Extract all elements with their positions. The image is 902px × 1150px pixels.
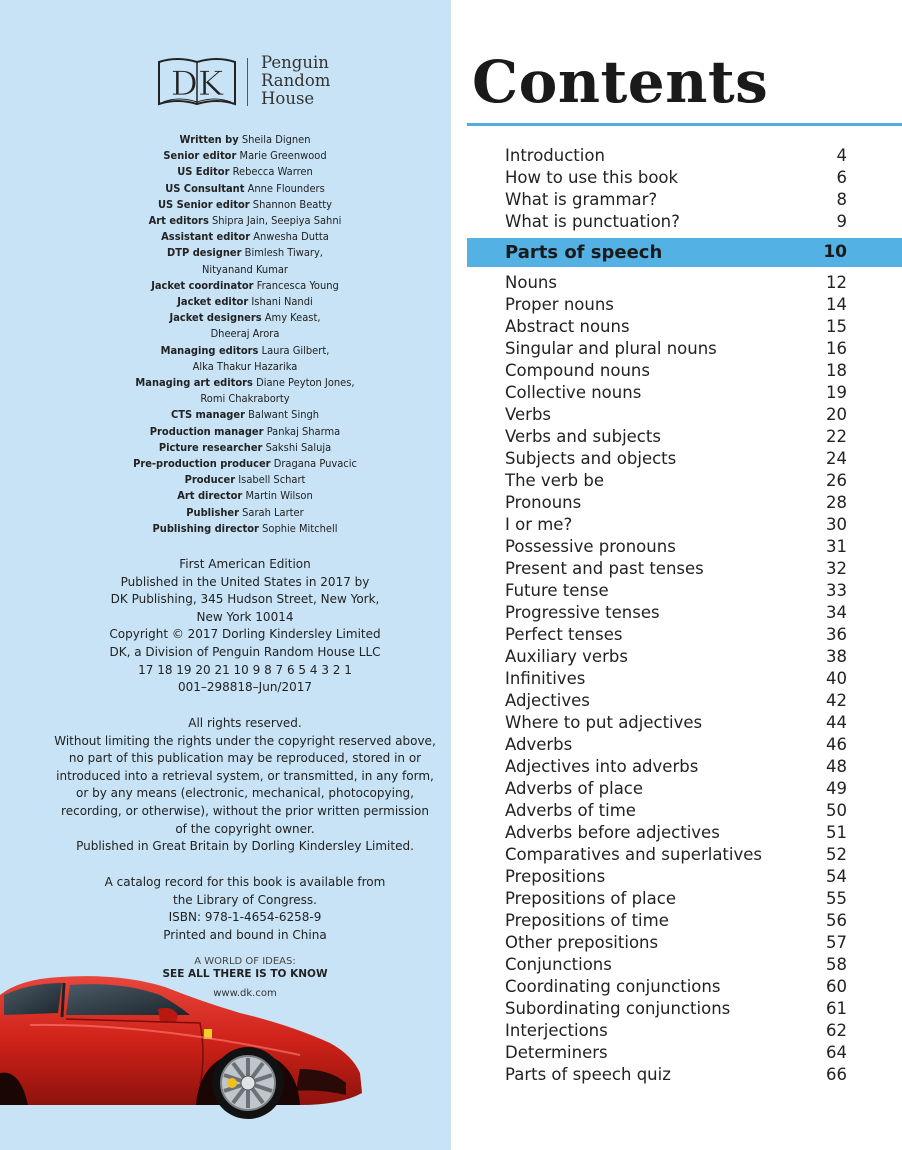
section-header-parts-of-speech[interactable] [467,238,902,267]
toc-entry[interactable] [505,778,847,800]
edition-line: DK, a Division of Penguin Random House LLC [109,644,381,659]
credit-row [40,197,450,213]
toc-entry-title: Progressive tenses [505,603,660,622]
wordmark-line: Penguin [261,53,329,72]
toc-entry-page: 33 [826,581,847,600]
toc-entry-title: Interjections [505,1021,608,1040]
toc-entry-title: Auxiliary verbs [505,647,628,666]
credit-row [40,440,450,456]
toc-entry[interactable] [505,189,847,211]
catalog-line: ISBN: 978-1-4654-6258-9 [168,910,322,925]
toc-entry[interactable] [505,668,847,690]
credit-row [40,229,450,245]
toc-entry-title: Subjects and objects [505,449,677,468]
section-page-number: 10 [823,242,847,262]
toc-entry-title: Adverbs of time [505,801,636,820]
toc-entry-title: Adverbs of place [505,779,644,798]
toc-entry-title: Coordinating conjunctions [505,977,721,996]
toc-entry-title: I or me? [505,515,573,534]
contents-title: Contents [472,48,769,116]
edition-line: Copyright © 2017 Dorling Kindersley Limited [109,627,381,642]
toc-entry[interactable] [505,822,847,844]
credit-name: Rebecca Warren [232,165,313,179]
penguin-random-house-wordmark [261,54,330,108]
credit-role: CTS manager [170,408,245,422]
toc-entry[interactable] [505,734,847,756]
rights-line: introduced into a retrieval system, or transmitted, in any form, [56,768,434,783]
toc-entry[interactable] [505,426,847,448]
credit-row [40,278,450,294]
toc-entry-page: 26 [826,471,847,490]
credit-row [40,343,450,359]
toc-entry[interactable] [505,404,847,426]
toc-entry[interactable] [505,338,847,360]
toc-entry-title: Pronouns [505,493,582,512]
credit-name: Sarah Larter [242,505,304,519]
toc-entry-page: 49 [826,779,847,798]
credit-name: Sakshi Saluja [265,440,332,454]
credit-role: US Consultant [165,181,245,195]
credit-role: Written by [179,133,239,146]
toc-entry-page: 14 [826,295,847,314]
credit-name: Balwant Singh [248,408,320,422]
toc-entry-page: 58 [826,955,847,974]
toc-entry-page: 19 [826,383,847,402]
toc-entry[interactable] [505,272,847,294]
section-title: Parts of speech [505,242,663,263]
edition-line: First American Edition [179,557,311,571]
credit-role: Art director [177,489,243,503]
toc-entry-title: Prepositions [505,867,606,886]
toc-entry-title: Present and past tenses [505,559,704,578]
toc-entry-title: Other prepositions [505,933,659,952]
credit-row [40,148,450,164]
toc-entry-title: Parts of speech quiz [505,1065,671,1084]
credit-row [40,294,450,310]
credit-role: US Editor [177,165,230,179]
credit-name-continued: Alka Thakur Hazarika [192,359,298,373]
toc-entry-page: 32 [826,559,847,578]
intro-list [505,145,847,233]
toc-entry-page: 15 [826,317,847,336]
toc-entry-title: Verbs [505,405,552,424]
publisher-url: www.dk.com [213,988,277,999]
toc-entry-page: 30 [826,515,847,534]
toc-entry-page: 46 [826,735,847,754]
catalog-info [40,874,450,944]
toc-entry-title: How to use this book [505,168,679,187]
toc-entry-title: What is grammar? [505,190,658,209]
toc-entry[interactable] [505,360,847,382]
toc-entry-title: Future tense [505,581,609,600]
credit-row [40,375,450,391]
credits-list [40,132,450,537]
credit-row [40,310,450,326]
toc-entry-page: 16 [826,339,847,358]
edition-info [40,556,450,697]
toc-entry[interactable] [505,1064,847,1086]
credit-name: Diane Peyton Jones, [256,376,355,390]
wordmark-line: Random [261,71,331,90]
toc-entry-page: 61 [826,999,847,1018]
catalog-line: A catalog record for this book is available from [104,875,386,889]
logo-divider [247,58,248,106]
toc-entry-page: 42 [826,691,847,710]
toc-entry-title: Possessive pronouns [505,537,676,556]
credit-name: Francesca Young [256,278,339,292]
toc-entry-title: Comparatives and superlatives [505,845,762,864]
credit-role: US Senior editor [158,197,250,211]
edition-line: 001–298818–Jun/2017 [177,680,313,695]
credit-row [40,472,450,488]
catalog-line: Printed and bound in China [163,927,327,942]
toc-entry-title: Adverbs before adjectives [505,823,720,842]
credit-row [40,424,450,440]
toc-entry[interactable] [505,888,847,910]
toc-entry-page: 56 [826,911,847,930]
credit-name: Sheila Dignen [241,133,311,146]
toc-entry-page: 60 [826,977,847,996]
toc-entry-title: Prepositions of place [505,889,676,908]
toc-entry[interactable] [505,382,847,404]
credit-name: Pankaj Sharma [266,424,341,438]
dk-logo-icon [157,54,237,110]
toc-entry-title: Prepositions of time [505,911,669,930]
edition-line: Published in the United States in 2017 by [120,574,370,589]
credit-name-continued: Nityanand Kumar [202,262,288,276]
toc-entry-title: Adjectives [505,691,590,710]
toc-entry-page: 66 [826,1065,847,1084]
credit-role: Managing art editors [135,376,253,390]
credit-row [40,164,450,180]
toc-entry-page: 38 [826,647,847,666]
toc-entry-page: 51 [826,823,847,842]
toc-entry-page: 24 [826,449,847,468]
toc-entry-title: Perfect tenses [505,625,623,644]
toc-entry-page: 54 [826,867,847,886]
toc-entry-title: Determiners [505,1043,608,1062]
toc-entry-title: Verbs and subjects [505,427,661,446]
toc-entry-page: 18 [826,361,847,380]
credit-row [40,521,450,537]
toc-entry[interactable] [505,492,847,514]
toc-entry-page: 8 [836,190,847,209]
credit-row [40,456,450,472]
toc-entry[interactable] [505,866,847,888]
credit-name: Dragana Puvacic [273,457,357,471]
toc-entry-title: The verb be [505,471,604,490]
credit-role: Jacket editor [177,295,249,309]
toc-entry-page: 62 [826,1021,847,1040]
toc-entry[interactable] [505,954,847,976]
toc-entry[interactable] [505,1020,847,1042]
credit-role: Senior editor [163,149,237,163]
toc-entry-title: Proper nouns [505,295,614,314]
toc-entry-title: Conjunctions [505,955,612,974]
dk-logo-mark: DK [170,64,224,104]
toc-entry-page: 52 [826,845,847,864]
toc-entry-page: 44 [826,713,847,732]
toc-entry[interactable] [505,145,847,167]
toc-entry[interactable] [505,211,847,233]
credit-row [40,488,450,504]
credit-role: Jacket designers [169,311,262,325]
toc-entry-title: Adverbs [505,735,573,754]
toc-entry-title: Abstract nouns [505,317,630,336]
edition-line: 17 18 19 20 21 10 9 8 7 6 5 4 3 2 1 [138,662,352,677]
toc-entry[interactable] [505,514,847,536]
credit-name: Anwesha Dutta [253,230,329,244]
toc-entry-title: Compound nouns [505,361,650,380]
toc-entry[interactable] [505,712,847,734]
toc-entry[interactable] [505,646,847,668]
rights-line: of the copyright owner. [175,821,315,836]
toc-entry-title: Collective nouns [505,383,642,402]
toc-entry-page: 28 [826,493,847,512]
credit-name: Shipra Jain, Seepiya Sahni [212,214,342,228]
credit-name: Isabell Schart [238,473,306,487]
toc-entry-title: Nouns [505,273,557,292]
toc-entry-page: 4 [836,146,847,165]
toc-entry-page: 40 [826,669,847,688]
toc-entry-page: 20 [826,405,847,424]
toc-entry[interactable] [505,800,847,822]
rights-line: All rights reserved. [188,716,302,730]
credit-role: Production manager [149,424,264,438]
credit-row [40,505,450,521]
edition-line: DK Publishing, 345 Hudson Street, New York, [110,592,380,607]
toc-entry[interactable] [505,624,847,646]
credit-row [40,245,450,261]
toc-entry-page: 12 [826,273,847,292]
credit-role: Publisher [186,505,239,519]
toc-entry[interactable] [505,932,847,954]
credit-name: Ishani Nandi [251,295,313,309]
credit-row [40,213,450,229]
toc-entry[interactable] [505,910,847,932]
toc-entry-title: Adjectives into adverbs [505,757,699,776]
toc-entry[interactable] [505,580,847,602]
toc-entry-page: 6 [836,168,847,187]
credit-name: Martin Wilson [245,489,313,503]
credit-role: Managing editors [160,343,259,357]
toc-entry[interactable] [505,690,847,712]
credit-row [40,132,450,148]
credit-row [40,407,450,423]
toc-entry[interactable] [505,844,847,866]
toc-entry[interactable] [505,470,847,492]
toc-entry[interactable] [505,316,847,338]
toc-entry[interactable] [505,998,847,1020]
toc-entry[interactable] [505,976,847,998]
catalog-line: the Library of Congress. [173,892,317,907]
rights-notice [40,715,450,856]
rights-line: Published in Great Britain by Dorling Kindersley Limited. [76,839,414,854]
toc-entry-title: Subordinating conjunctions [505,999,731,1018]
parts-of-speech-list [505,272,847,1086]
toc-entry-page: 64 [826,1043,847,1062]
toc-entry-title: Singular and plural nouns [505,339,717,358]
toc-entry[interactable] [505,167,847,189]
wordmark-line: House [261,89,315,108]
motto-line-1: A WORLD OF IDEAS: [194,956,296,967]
toc-entry-page: 36 [826,625,847,644]
credit-name: Amy Keast, [264,311,321,325]
toc-entry[interactable] [505,1042,847,1064]
credit-role: Publishing director [152,521,259,535]
toc-entry-page: 57 [826,933,847,952]
toc-entry[interactable] [505,294,847,316]
credit-name: Bimlesh Tiwary, [244,246,323,260]
toc-entry[interactable] [505,448,847,470]
toc-entry-title: Introduction [505,146,605,165]
publisher-logo [157,54,347,112]
motto-line-2: SEE ALL THERE IS TO KNOW [162,968,328,980]
rights-line: no part of this publication may be reproduced, stored in or [68,751,422,766]
toc-entry-page: 34 [826,603,847,622]
credit-name-continued: Romi Chakraborty [200,392,290,406]
toc-entry-title: Infinitives [505,669,586,688]
toc-entry-page: 22 [826,427,847,446]
toc-entry-page: 9 [836,212,847,231]
title-underline [467,123,902,126]
toc-entry[interactable] [505,602,847,624]
credit-name: Sophie Mitchell [262,521,338,535]
credit-name-continued: Dheeraj Arora [210,327,280,341]
edition-line: New York 10014 [196,609,294,624]
rights-line: Without limiting the rights under the copyright reserved above, [54,733,436,748]
credit-role: Art editors [148,214,209,228]
credit-row [40,181,450,197]
credit-name: Shannon Beatty [252,197,332,211]
toc-entry[interactable] [505,536,847,558]
toc-entry-title: What is punctuation? [505,212,680,231]
toc-entry[interactable] [505,756,847,778]
rights-line: recording, or otherwise), without the prior written permission [61,803,429,818]
credit-name: Laura Gilbert, [261,343,330,357]
toc-entry-page: 48 [826,757,847,776]
credit-role: Picture researcher [158,440,263,454]
toc-entry-page: 31 [826,537,847,556]
credit-role: DTP designer [167,246,242,260]
credit-name: Anne Flounders [247,181,325,195]
red-sports-car-image [0,965,380,1125]
toc-entry-title: Where to put adjectives [505,713,703,732]
credit-name: Marie Greenwood [239,149,327,163]
toc-entry-page: 55 [826,889,847,908]
credit-role: Jacket coordinator [151,278,254,292]
toc-entry[interactable] [505,558,847,580]
credit-role: Pre-production producer [133,457,271,471]
rights-line: or by any means (electronic, mechanical, photocopying, [76,786,414,801]
credit-role: Producer [184,473,236,487]
toc-entry-page: 50 [826,801,847,820]
credit-role: Assistant editor [161,230,251,244]
